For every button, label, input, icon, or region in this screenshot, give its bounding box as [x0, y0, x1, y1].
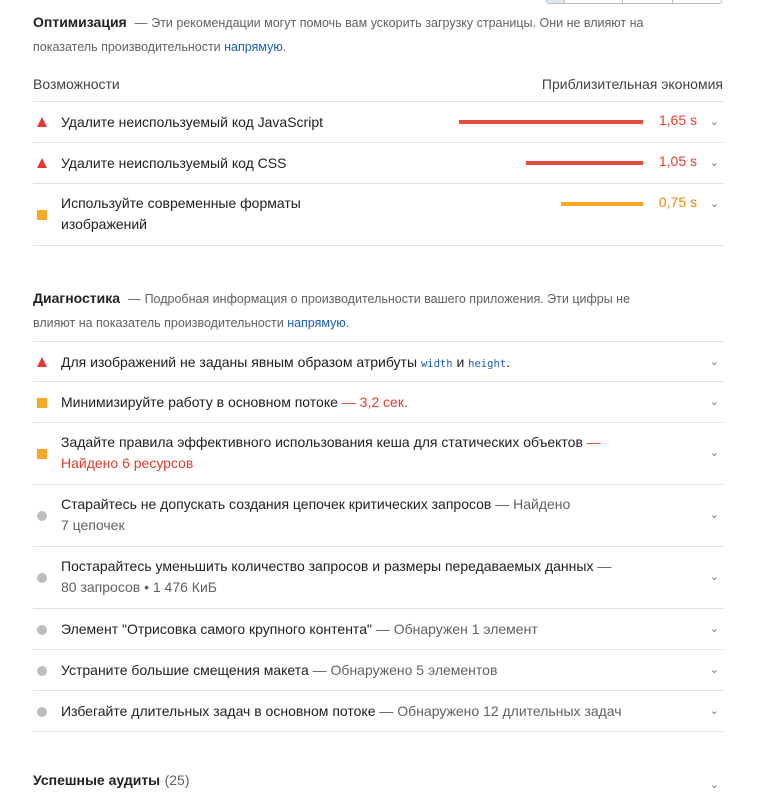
orange-square-icon — [37, 449, 47, 459]
chevron-down-icon[interactable]: ⌄ — [709, 623, 719, 635]
passed-audits-toggle[interactable] — [33, 772, 723, 793]
diagnostic-row-critical-chains[interactable] — [33, 485, 723, 547]
diagnostics-description: Подробная информация о производительности вашего приложения. Эти цифры не — [144, 292, 631, 306]
diagnostics-direct-link[interactable]: напрямую — [287, 316, 346, 330]
diagnostic-label: Старайтесь не допускать создания цепочек критических запросов — Найдено 7 цепочек — [61, 496, 571, 533]
estimated-savings-label: Приблизительная экономия — [541, 76, 723, 92]
orange-square-icon — [37, 210, 47, 220]
opportunity-label: Удалите неиспользуемый код JavaScript — [61, 114, 324, 130]
diagnostic-row-long-tasks[interactable] — [33, 691, 723, 732]
passed-audits-count: (25) — [164, 772, 190, 788]
diagnostic-row-main-thread[interactable] — [33, 382, 723, 423]
savings-value: 0,75 s — [658, 194, 697, 210]
diagnostic-row-lcp-element[interactable] — [33, 609, 723, 650]
opportunity-row-unused-css[interactable] — [33, 143, 723, 184]
diagnostic-label: Задайте правила эффективного использования кеша для статических объектов — Найдено 6 ресурсов — [61, 434, 601, 471]
savings-bar — [561, 202, 643, 206]
opportunities-label: Возможности — [33, 76, 120, 92]
chevron-down-icon[interactable]: ⌄ — [709, 447, 719, 459]
code-width: width — [420, 358, 453, 370]
diagnostic-detail: — Обнаружено 12 длительных задач — [379, 703, 622, 719]
diagnostic-row-cache-policy[interactable] — [33, 423, 723, 485]
chevron-down-icon[interactable]: ⌄ — [709, 779, 719, 791]
chevron-down-icon[interactable]: ⌄ — [709, 509, 719, 521]
view-toggle[interactable] — [546, 0, 722, 4]
red-triangle-icon — [37, 357, 47, 367]
chevron-down-icon[interactable]: ⌄ — [709, 664, 719, 676]
opportunity-row-modern-image-formats[interactable] — [33, 184, 723, 246]
optimization-description-cont: показатель производительности — [33, 40, 221, 54]
orange-square-icon — [37, 398, 47, 408]
code-height: height — [468, 358, 507, 370]
diagnostic-detail: 7 цепочек — [61, 517, 125, 533]
passed-audits-label: Успешные аудиты — [33, 772, 161, 788]
chevron-down-icon[interactable]: ⌄ — [709, 356, 719, 368]
chevron-down-icon[interactable]: ⌄ — [709, 198, 719, 210]
diagnostic-label: Для изображений не заданы явным образом атрибуты width и height. — [61, 354, 510, 370]
diagnostic-row-request-count[interactable] — [33, 547, 723, 609]
diagnostic-label: Постарайтесь уменьшить количество запросов и размеры передаваемых данных — 80 запросов • 1 476 КиБ — [61, 558, 612, 595]
diagnostic-detail: 80 запросов • 1 476 КиБ — [61, 579, 217, 595]
optimization-section-header: Оптимизация — Эти рекомендации могут помочь вам ускорить загрузку страницы. Они не влияют на показатель производительности напрямую. — [33, 14, 644, 54]
red-triangle-icon — [37, 117, 47, 127]
view-toggle-segment[interactable] — [565, 0, 623, 3]
savings-bar — [526, 161, 643, 165]
opportunity-label: Удалите неиспользуемый код CSS — [61, 155, 287, 171]
savings-value: 1,65 s — [658, 112, 697, 128]
diagnostic-detail: — Обнаружено 5 элементов — [312, 662, 498, 678]
chevron-down-icon[interactable]: ⌄ — [709, 396, 719, 408]
optimization-description: Эти рекомендации могут помочь вам ускорить загрузку страницы. Они не влияют на — [151, 16, 644, 30]
optimization-direct-link[interactable]: напрямую — [224, 40, 283, 54]
diagnostic-row-image-dimensions[interactable] — [33, 341, 723, 382]
diagnostic-label: Устраните большие смещения макета — Обнаружено 5 элементов — [61, 662, 498, 678]
chevron-down-icon[interactable]: ⌄ — [709, 705, 719, 717]
gray-circle-icon — [37, 707, 47, 717]
opportunities-column-header — [33, 72, 723, 102]
optimization-title: Оптимизация — [33, 14, 127, 30]
view-toggle-active-segment[interactable] — [547, 0, 565, 3]
chevron-down-icon[interactable]: ⌄ — [709, 116, 719, 128]
diagnostic-detail: — 3,2 сек. — [341, 394, 408, 410]
diagnostics-description-cont: влияют на показатель производительности — [33, 316, 284, 330]
diagnostic-label: Избегайте длительных задач в основном потоке — Обнаружено 12 длительных задач — [61, 703, 622, 719]
opportunity-label: Используйте современные форматы изображений — [61, 195, 301, 232]
gray-circle-icon — [37, 625, 47, 635]
diagnostic-detail: — Обнаружен 1 элемент — [375, 621, 538, 637]
diagnostic-row-layout-shifts[interactable] — [33, 650, 723, 691]
savings-bar — [459, 120, 643, 124]
diagnostic-label: Минимизируйте работу в основном потоке — 3,2 сек. — [61, 394, 408, 410]
gray-circle-icon — [37, 666, 47, 676]
opportunity-row-unused-js[interactable] — [33, 102, 723, 143]
chevron-down-icon[interactable]: ⌄ — [709, 571, 719, 583]
savings-value: 1,05 s — [658, 153, 697, 169]
diagnostic-detail: Найдено 6 ресурсов — [61, 455, 194, 471]
gray-circle-icon — [37, 573, 47, 583]
red-triangle-icon — [37, 158, 47, 168]
diagnostics-section-header: Диагностика — Подробная информация о производительности вашего приложения. Эти цифры не влияют на показатель производительности напрямую. — [33, 290, 631, 330]
diagnostic-label: Элемент "Отрисовка самого крупного контента" — Обнаружен 1 элемент — [61, 621, 538, 637]
view-toggle-segment[interactable] — [623, 0, 673, 3]
diagnostics-title: Диагностика — [33, 290, 121, 306]
chevron-down-icon[interactable]: ⌄ — [709, 157, 719, 169]
gray-circle-icon — [37, 511, 47, 521]
